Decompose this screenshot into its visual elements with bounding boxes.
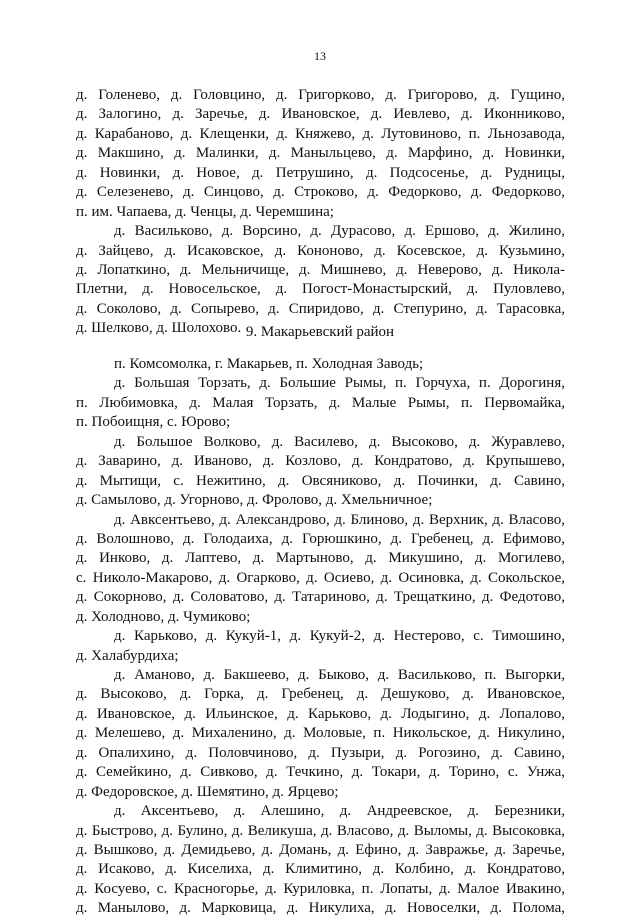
text-line: д. Федоровское, д. Шемятино, д. Ярцево; bbox=[76, 783, 339, 800]
text-line: д. Карьково, д. Кукуй-1, д. Кукуй-2, д. Нестерово, с. Тимошино, bbox=[114, 628, 565, 645]
text-line: д. Залогино, д. Заречье, д. Ивановское, д. Иевлево, д. Иконниково, bbox=[76, 106, 565, 123]
text-line: д. Опалихино, д. Половчиново, д. Пузыри, д. Рогозино, д. Савино, bbox=[76, 744, 565, 761]
text-line: д. Инково, д. Лаптево, д. Мартыново, д. Микушино, д. Могилево, bbox=[76, 550, 565, 567]
settlement-list-continued bbox=[76, 86, 565, 339]
text-line: д. Макшино, д. Малинки, д. Маныльцево, д. Марфино, д. Новинки, bbox=[76, 145, 565, 162]
text-line: д. Васильково, д. Ворсино, д. Дурасово, д. Ершово, д. Жилино, bbox=[114, 223, 565, 240]
text-line: д. Большое Волково, д. Василево, д. Высоково, д. Журавлево, bbox=[114, 433, 565, 450]
text-line: Плетни, д. Новосельское, д. Погост-Монастырский, д. Пуловлево, bbox=[76, 281, 565, 298]
text-line: д. Косуево, с. Красногорье, д. Куриловка, п. Лопаты, д. Малое Ивакино, bbox=[76, 880, 565, 897]
text-line: д. Зайцево, д. Исаковское, д. Кононово, д. Косевское, д. Кузьмино, bbox=[76, 242, 565, 259]
text-line: д. Манылово, д. Марковица, д. Никулиха, д. Новоселки, д. Полома, bbox=[76, 900, 565, 917]
text-line: д. Ивановское, д. Ильинское, д. Карьково, д. Лодыгино, д. Лопалово, bbox=[76, 705, 565, 722]
text-line: д. Соколово, д. Сопырево, д. Спиридово, д. Степурино, д. Тарасовка, bbox=[76, 300, 565, 317]
page-number: 13 bbox=[314, 49, 326, 63]
text-line: д. Аманово, д. Бакшеево, д. Быково, д. Васильково, п. Выгорки, bbox=[114, 667, 565, 683]
text-line: д. Лопаткино, д. Мельничище, д. Мишнево, д. Неверово, д. Никола- bbox=[76, 261, 565, 278]
text-line: д. Высоково, д. Горка, д. Гребенец, д. Дешуково, д. Ивановское, bbox=[76, 686, 565, 703]
text-line: д. Самылово, д. Угорново, д. Фролово, д. Хмельничное; bbox=[76, 492, 433, 509]
text-line: п. Любимовка, д. Малая Торзать, д. Малые Рымы, п. Первомайка, bbox=[76, 394, 565, 411]
text-line: д. Новинки, д. Новое, д. Петрушино, д. Подсосенье, д. Рудницы, bbox=[76, 164, 565, 181]
text-line: д. Сокорново, д. Соловатово, д. Татариново, д. Трещаткино, д. Федотово, bbox=[76, 589, 565, 606]
text-line: п. Комсомолка, г. Макарьев, п. Холодная Заводь; bbox=[114, 356, 424, 372]
text-line: д. Карабаново, д. Клещенки, д. Княжево, д. Лутовиново, п. Льнозавода, bbox=[76, 125, 565, 142]
text-line: п. Побоищня, с. Юрово; bbox=[76, 414, 231, 431]
text-line: д. Халабурдиха; bbox=[76, 647, 179, 664]
text-line: д. Шелково, д. Шолохово. bbox=[76, 320, 242, 337]
text-line: д. Большая Торзать, д. Большие Рымы, п. Горчуха, п. Дорогиня, bbox=[114, 375, 565, 392]
makaryevsky-district-list bbox=[76, 355, 565, 919]
text-line: д. Авксентьево, д. Александрово, д. Блиново, д. Верхник, д. Власово, bbox=[114, 511, 565, 528]
text-line: д. Заварино, д. Иваново, д. Козлово, д. Кондратово, д. Крупышево, bbox=[76, 453, 565, 470]
text-line: д. Быстрово, д. Булино, д. Великуша, д. Власово, д. Выломы, д. Высоковка, bbox=[76, 822, 565, 839]
text-line: п. им. Чапаева, д. Ченцы, д. Черемшина; bbox=[76, 203, 334, 220]
text-line: с. Николо-Макарово, д. Огарково, д. Осиево, д. Осиновка, д. Сокольское, bbox=[76, 569, 565, 586]
text-line: д. Селезенево, д. Синцово, д. Строково, д. Федорково, д. Федорково, bbox=[76, 184, 565, 201]
text-line: д. Аксентьево, д. Алешино, д. Андреевское, д. Березники, bbox=[114, 803, 565, 820]
text-line: д. Мелешево, д. Михаленино, д. Моловые, п. Никольское, д. Никулино, bbox=[76, 725, 565, 742]
text-line: д. Исаково, д. Киселиха, д. Климитино, д. Колбино, д. Кондратово, bbox=[76, 861, 565, 878]
text-line: д. Вышково, д. Демидьево, д. Домань, д. Ефино, д. Завражье, д. Заречье, bbox=[76, 841, 565, 858]
section-heading: 9. Макарьевский район bbox=[245, 324, 395, 340]
text-line: д. Мытищи, с. Нежитино, д. Овсяниково, д. Починки, д. Савино, bbox=[76, 472, 565, 489]
text-line: д. Волошново, д. Голодаиха, д. Горюшкино, д. Гребенец, д. Ефимово, bbox=[76, 530, 565, 547]
text-line: д. Голенево, д. Головцино, д. Григорково, д. Григорово, д. Гущино, bbox=[76, 87, 565, 103]
text-line: д. Холодново, д. Чумиково; bbox=[76, 608, 251, 625]
text-line: д. Семейкино, д. Сивково, д. Течкино, д. Токари, д. Торино, с. Унжа, bbox=[76, 764, 565, 781]
